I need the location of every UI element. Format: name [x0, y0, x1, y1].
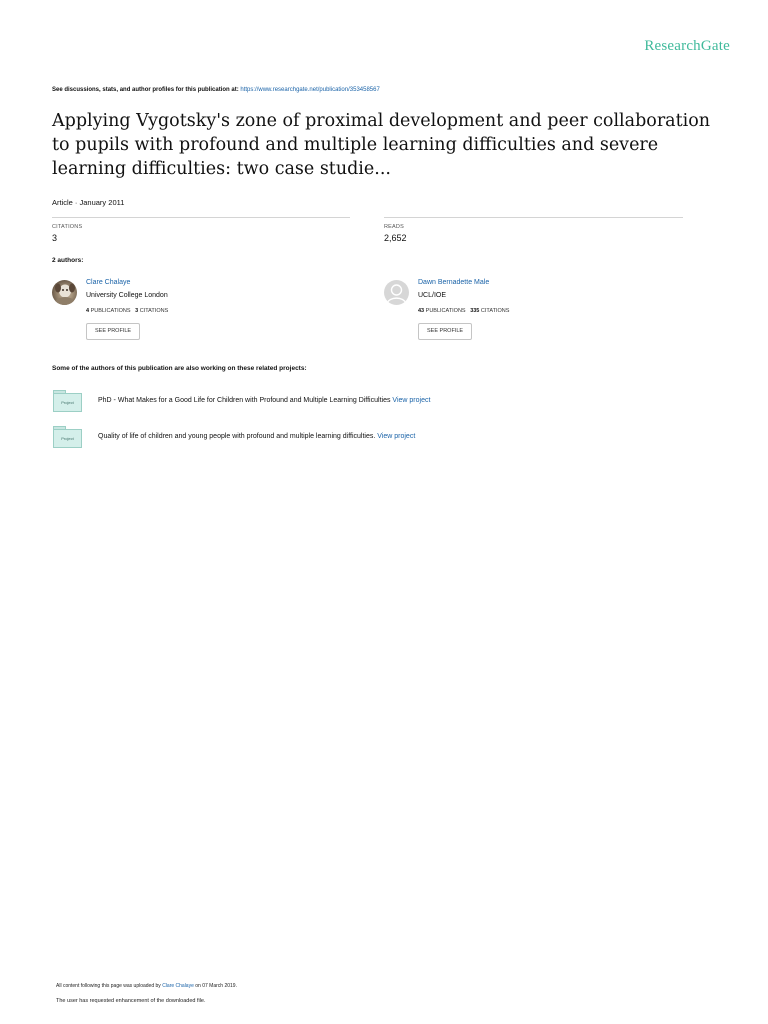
author-1-institution: University College London: [86, 292, 168, 299]
author-2-institution: UCL/IOE: [418, 292, 447, 299]
publication-title: Applying Vygotsky's zone of proximal development and peer collaboration to pupils with profound and multiple learning difficulties and severe learning difficulties: two case studie...: [52, 111, 711, 179]
reads-divider: [384, 217, 683, 218]
author-1-stats: [86, 308, 168, 314]
author-2-citations-label: CITATIONS: [480, 308, 510, 314]
default-user-icon: [384, 280, 409, 305]
author-1-publications-label: PUBLICATIONS: [90, 308, 131, 314]
project-1-text: PhD - What Makes for a Good Life for Children with Profound and Multiple Learning Difficulties: [98, 397, 393, 404]
project-1-view-link[interactable]: View project: [392, 397, 431, 404]
project-2-view-link[interactable]: View project: [377, 433, 416, 440]
uploader-link[interactable]: Clare Chalaye: [162, 983, 194, 989]
citations-divider: [52, 217, 350, 218]
author-2-citations-count: 335: [470, 308, 480, 314]
author-1-name-link[interactable]: Clare Chalaye: [86, 279, 131, 286]
enhancement-notice: The user has requested enhancement of the downloaded file.: [56, 998, 206, 1004]
citations-label: CITATIONS: [52, 224, 83, 230]
upload-notice: [56, 983, 237, 989]
reads-value: 2,652: [384, 233, 407, 243]
author-2-see-profile-button[interactable]: SEE PROFILE: [418, 323, 472, 340]
reads-label: READS: [384, 224, 404, 230]
project-folder-icon: [53, 426, 82, 446]
project-icon-label: Project: [53, 429, 82, 448]
project-2-text: Quality of life of children and young people with profound and multiple learning difficulties.: [98, 433, 378, 440]
project-folder-icon: [53, 390, 82, 410]
related-projects-heading: Some of the authors of this publication are also working on these related projects:: [52, 365, 307, 372]
project-2-item: [98, 433, 415, 440]
project-1-item: [98, 397, 430, 404]
citations-value: 3: [52, 233, 58, 243]
project-icon-label: Project: [53, 393, 82, 412]
discussion-prefix: See discussions, stats, and author profiles for this publication at:: [52, 87, 241, 93]
author-2-publications-count: 43: [418, 308, 425, 314]
publication-url-link[interactable]: https://www.researchgate.net/publication/353458567: [240, 87, 380, 93]
author-2-name-link[interactable]: Dawn Bernadette Male: [418, 279, 490, 286]
author-1-see-profile-button[interactable]: SEE PROFILE: [86, 323, 140, 340]
upload-prefix: All content following this page was uploaded by: [56, 983, 163, 989]
researchgate-logo[interactable]: ResearchGate: [644, 38, 730, 54]
authors-heading: 2 authors:: [52, 257, 84, 264]
author-2-publications-label: PUBLICATIONS: [425, 308, 466, 314]
author-2-avatar[interactable]: [384, 280, 409, 305]
author-1-citations-count: 3: [135, 308, 139, 314]
discussion-line: [52, 87, 380, 93]
author-1-citations-label: CITATIONS: [139, 308, 169, 314]
author-2-stats: [418, 308, 509, 314]
publication-meta: Article · January 2011: [52, 198, 125, 207]
upload-suffix: on 07 March 2019.: [193, 983, 237, 989]
author-1-publications-count: 4: [86, 308, 90, 314]
author-photo-icon: [52, 280, 77, 305]
author-1-avatar[interactable]: [52, 280, 77, 305]
